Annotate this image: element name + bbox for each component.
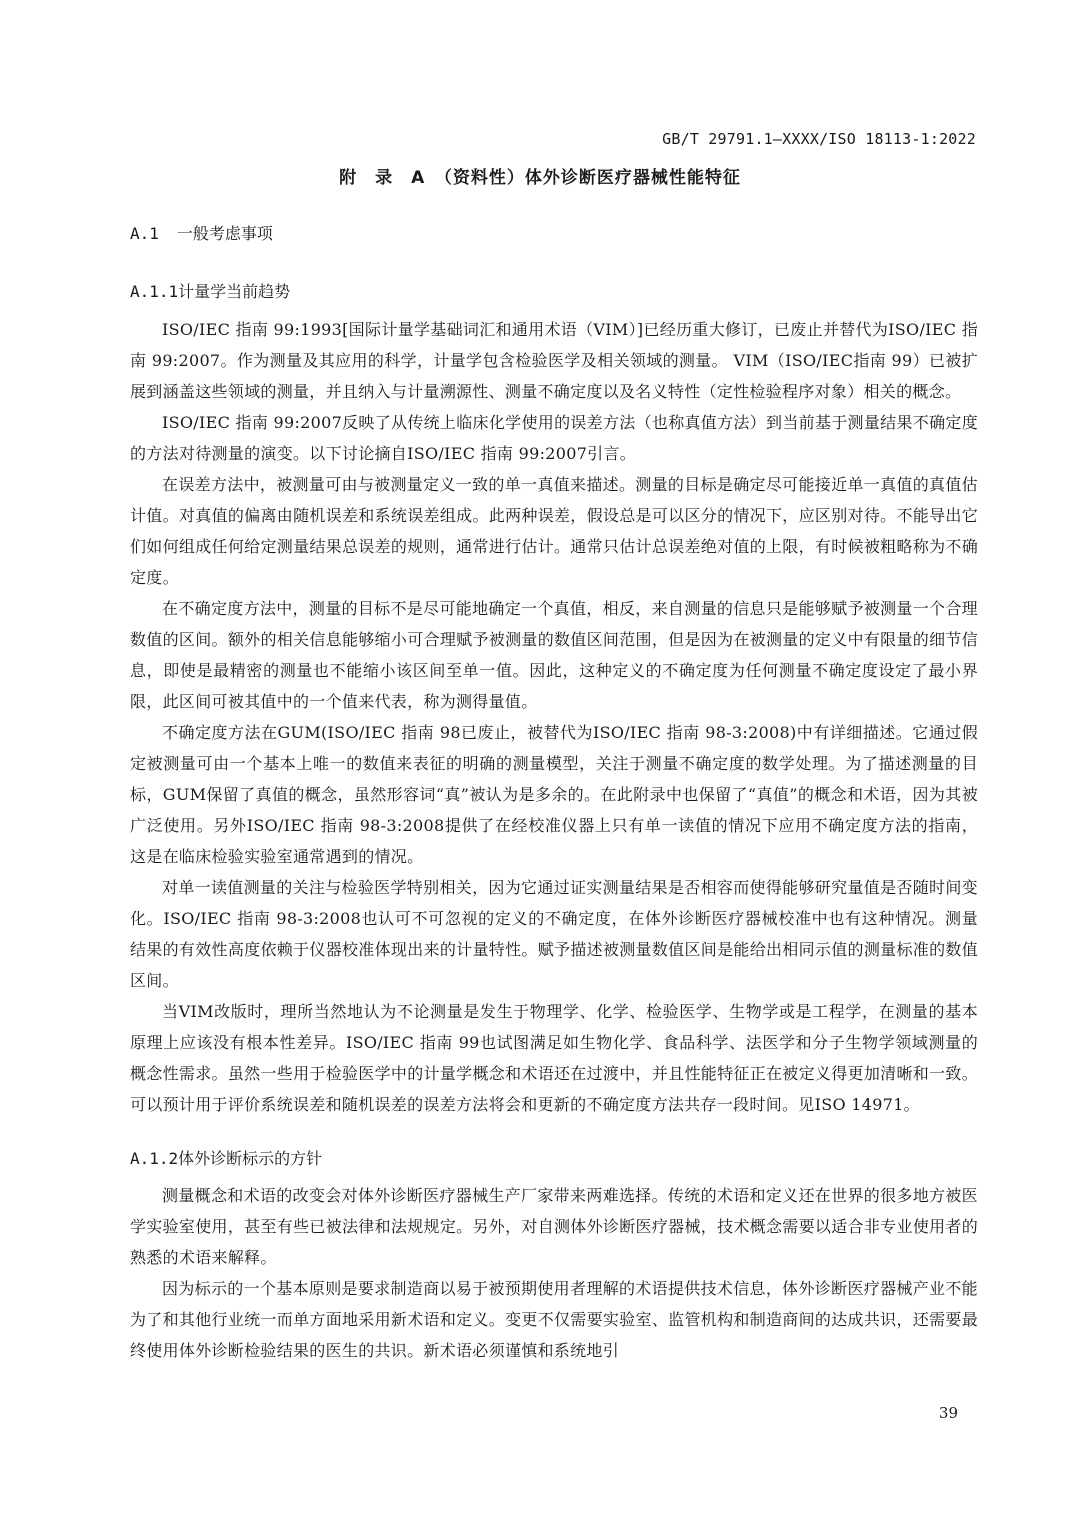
paragraph: 在误差方法中，被测量可由与被测量定义一致的单一真值来描述。测量的目标是确定尽可能接近单一真值的真值估计值。对真值的偏离由随机误差和系统误差组成。此两种误差，假设总是可以区分的情况下，应区别对待。不能导出它们如何组成任何给定测量结果总误差的规则，通常进行估计。通常只估计总误差绝对值的上限，有时候被粗略称为不确定度。 xyxy=(130,475,978,587)
section-a12-body xyxy=(130,1180,978,1366)
annex-title: 附 录 A （资料性）体外诊断医疗器械性能特征 xyxy=(339,168,741,188)
paragraph: 当VIM改版时，理所当然地认为不论测量是发生于物理学、化学、检验医学、生物学或是工程学，在测量的基本原理上应该没有根本性差异。ISO/IEC 指南 99也试图满足如生物化学、食品科学、法医学和分子生物学领域测量的概念性需求。虽然一些用于检验医学中的计量学概念和术语还在过渡中，并且性能特征正在被定义得更加清晰和一致。可以预计用于评价系统误差和随机误差的误差方法将会和更新的不确定度方法共存一段时间。见ISO 14971。 xyxy=(130,1002,978,1114)
section-a11-number: A.1.1 xyxy=(130,282,179,301)
paragraph: 对单一读值测量的关注与检验医学特别相关，因为它通过证实测量结果是否相容而使得能够研究量值是否随时间变化。ISO/IEC 指南 98-3:2008也认可不可忽视的定义的不确定度，在体外诊断医疗器械校准中也有这种情况。测量结果的有效性高度依赖于仪器校准体现出来的计量特性。赋予描述被测量数值区间是能给出相同示值的测量标准的数值区间。 xyxy=(130,878,978,990)
paragraph: ISO/IEC 指南 99:2007反映了从传统上临床化学使用的误差方法（也称真值方法）到当前基于测量结果不确定度的方法对待测量的演变。以下讨论摘自ISO/IEC 指南 99:2007引言。 xyxy=(130,413,978,463)
section-a11-heading xyxy=(130,279,290,302)
section-a12-heading xyxy=(130,1146,322,1169)
document-code: GB/T 29791.1—XXXX/ISO 18113-1:2022 xyxy=(662,130,976,148)
page-number: 39 xyxy=(938,1404,958,1422)
section-a1-number: A.1 xyxy=(130,224,159,243)
section-a1-heading xyxy=(130,221,273,244)
paragraph: 不确定度方法在GUM(ISO/IEC 指南 98已废止，被替代为ISO/IEC 指南 98-3:2008)中有详细描述。它通过假定被测量可由一个基本上唯一的数值来表征的明确的测量模型，关注于测量不确定度的数学处理。为了描述测量的目标，GUM保留了真值的概念，虽然形容词“真”被认为是多余的。在此附录中也保留了“真值”的概念和术语，因为其被广泛使用。另外ISO/IEC 指南 98-3:2008提供了在经校准仪器上只有单一读值的情况下应用不确定度方法的指南，这是在临床检验实验室通常遇到的情况。 xyxy=(130,723,978,866)
paragraph: 因为标示的一个基本原则是要求制造商以易于被预期使用者理解的术语提供技术信息，体外诊断医疗器械产业不能为了和其他行业统一而单方面地采用新术语和定义。变更不仅需要实验室、监管机构和制造商间的达成共识，还需要最终使用体外诊断检验结果的医生的共识。新术语必须谨慎和系统地引 xyxy=(130,1279,978,1360)
section-a1-title: 一般考虑事项 xyxy=(176,224,273,243)
paragraph: 在不确定度方法中，测量的目标不是尽可能地确定一个真值，相反，来自测量的信息只是能够赋予被测量一个合理数值的区间。额外的相关信息能够缩小可合理赋予被测量的数值区间范围，但是因为在被测量的定义中有限量的细节信息，即使是最精密的测量也不能缩小该区间至单一值。因此，这种定义的不确定度为任何测量不确定度设定了最小界限，此区间可被其值中的一个值来代表，称为测得量值。 xyxy=(130,599,978,711)
section-a11-body xyxy=(130,314,978,1120)
section-a12-title: 体外诊断标示的方针 xyxy=(178,1149,323,1168)
section-a11-title: 计量学当前趋势 xyxy=(178,282,291,301)
paragraph: ISO/IEC 指南 99:1993[国际计量学基础词汇和通用术语（VIM）]已经历重大修订，已废止并替代为ISO/IEC 指南 99:2007。作为测量及其应用的科学，计量学包含检验医学及相关领域的测量。 VIM（ISO/IEC指南 99）已被扩展到涵盖这些领域的测量，并且纳入与计量溯源性、测量不确定度以及名义特性（定性检验程序对象）相关的概念。 xyxy=(130,320,978,401)
paragraph: 测量概念和术语的改变会对体外诊断医疗器械生产厂家带来两难选择。传统的术语和定义还在世界的很多地方被医学实验室使用，甚至有些已被法律和法规规定。另外，对自测体外诊断医疗器械，技术概念需要以适合非专业使用者的熟悉的术语来解释。 xyxy=(130,1186,978,1267)
section-a12-number: A.1.2 xyxy=(130,1149,179,1168)
